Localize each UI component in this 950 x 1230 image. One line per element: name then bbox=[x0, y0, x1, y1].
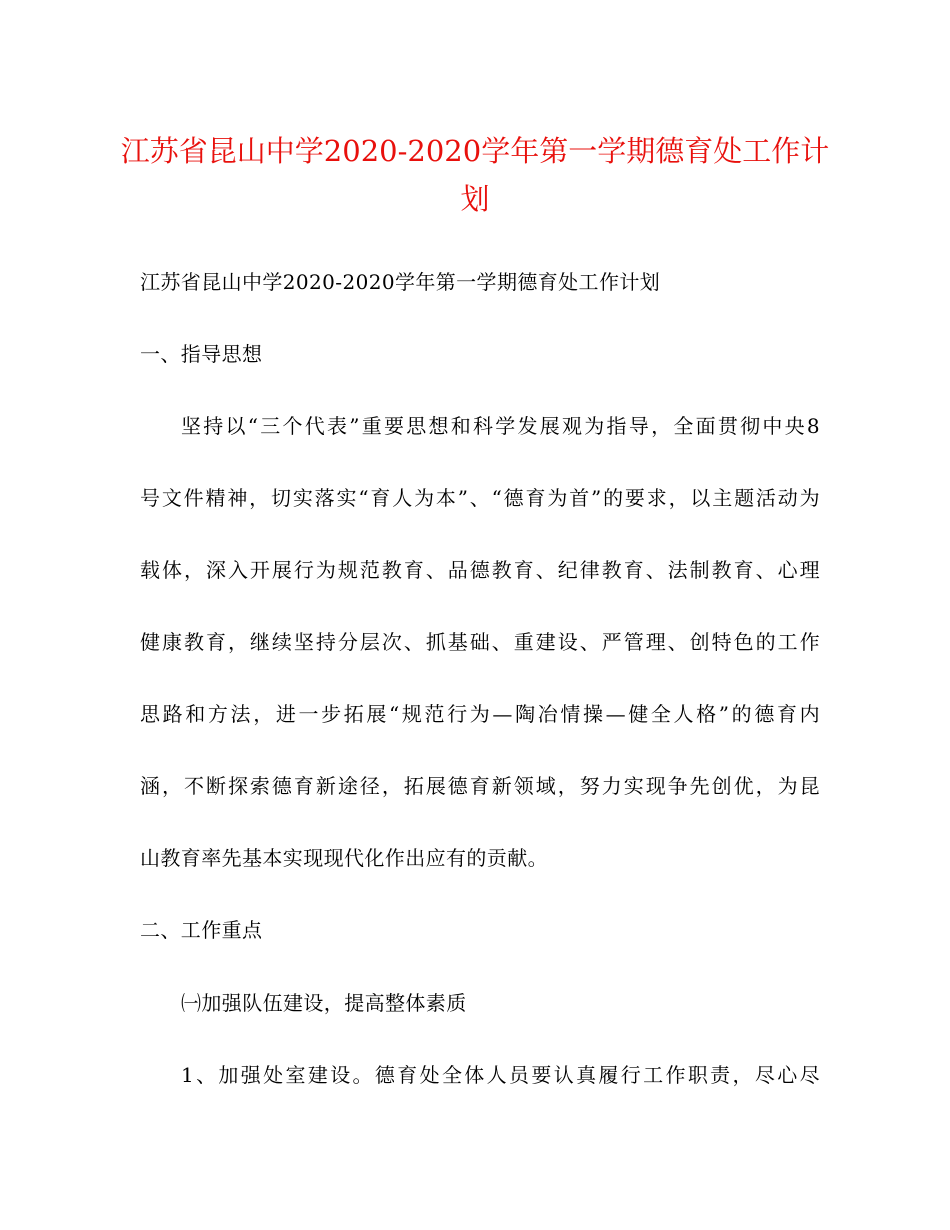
paragraph-line: 山教育率先基本实现现代化作出应有的贡献。 bbox=[140, 846, 548, 870]
section-heading-work-focus: 二、工作重点 bbox=[140, 918, 263, 942]
subsection-heading: ㈠加强队伍建设，提高整体素质 bbox=[181, 991, 467, 1015]
paragraph-line: 载体，深入开展行为规范教育、品德教育、纪律教育、法制教育、心理 bbox=[140, 558, 820, 582]
paragraph-line: 号文件精神，切实落实“育人为本”、“德育为首”的要求，以主题活动为 bbox=[140, 486, 820, 510]
paragraph-line: 涵，不断探索德育新途径，拓展德育新领域，努力实现争先创优，为昆 bbox=[140, 774, 820, 798]
document-subtitle: 江苏省昆山中学2020-2020学年第一学期德育处工作计划 bbox=[140, 270, 661, 294]
paragraph-line: 坚持以“三个代表”重要思想和科学发展观为指导，全面贯彻中央8 bbox=[181, 414, 820, 438]
title-line-1: 江苏省昆山中学2020-2020学年第一学期德育处工作计 bbox=[120, 134, 830, 168]
document-title bbox=[120, 127, 830, 223]
item-text: 1、加强处室建设。德育处全体人员要认真履行工作职责，尽心尽 bbox=[181, 1063, 820, 1087]
paragraph-line: 思路和方法，进一步拓展“规范行为—陶冶情操—健全人格”的德育内 bbox=[140, 702, 820, 726]
title-line-2: 划 bbox=[460, 182, 490, 216]
section-heading-guiding-ideology: 一、指导思想 bbox=[140, 342, 263, 366]
paragraph-line: 健康教育，继续坚持分层次、抓基础、重建设、严管理、创特色的工作 bbox=[140, 630, 820, 654]
